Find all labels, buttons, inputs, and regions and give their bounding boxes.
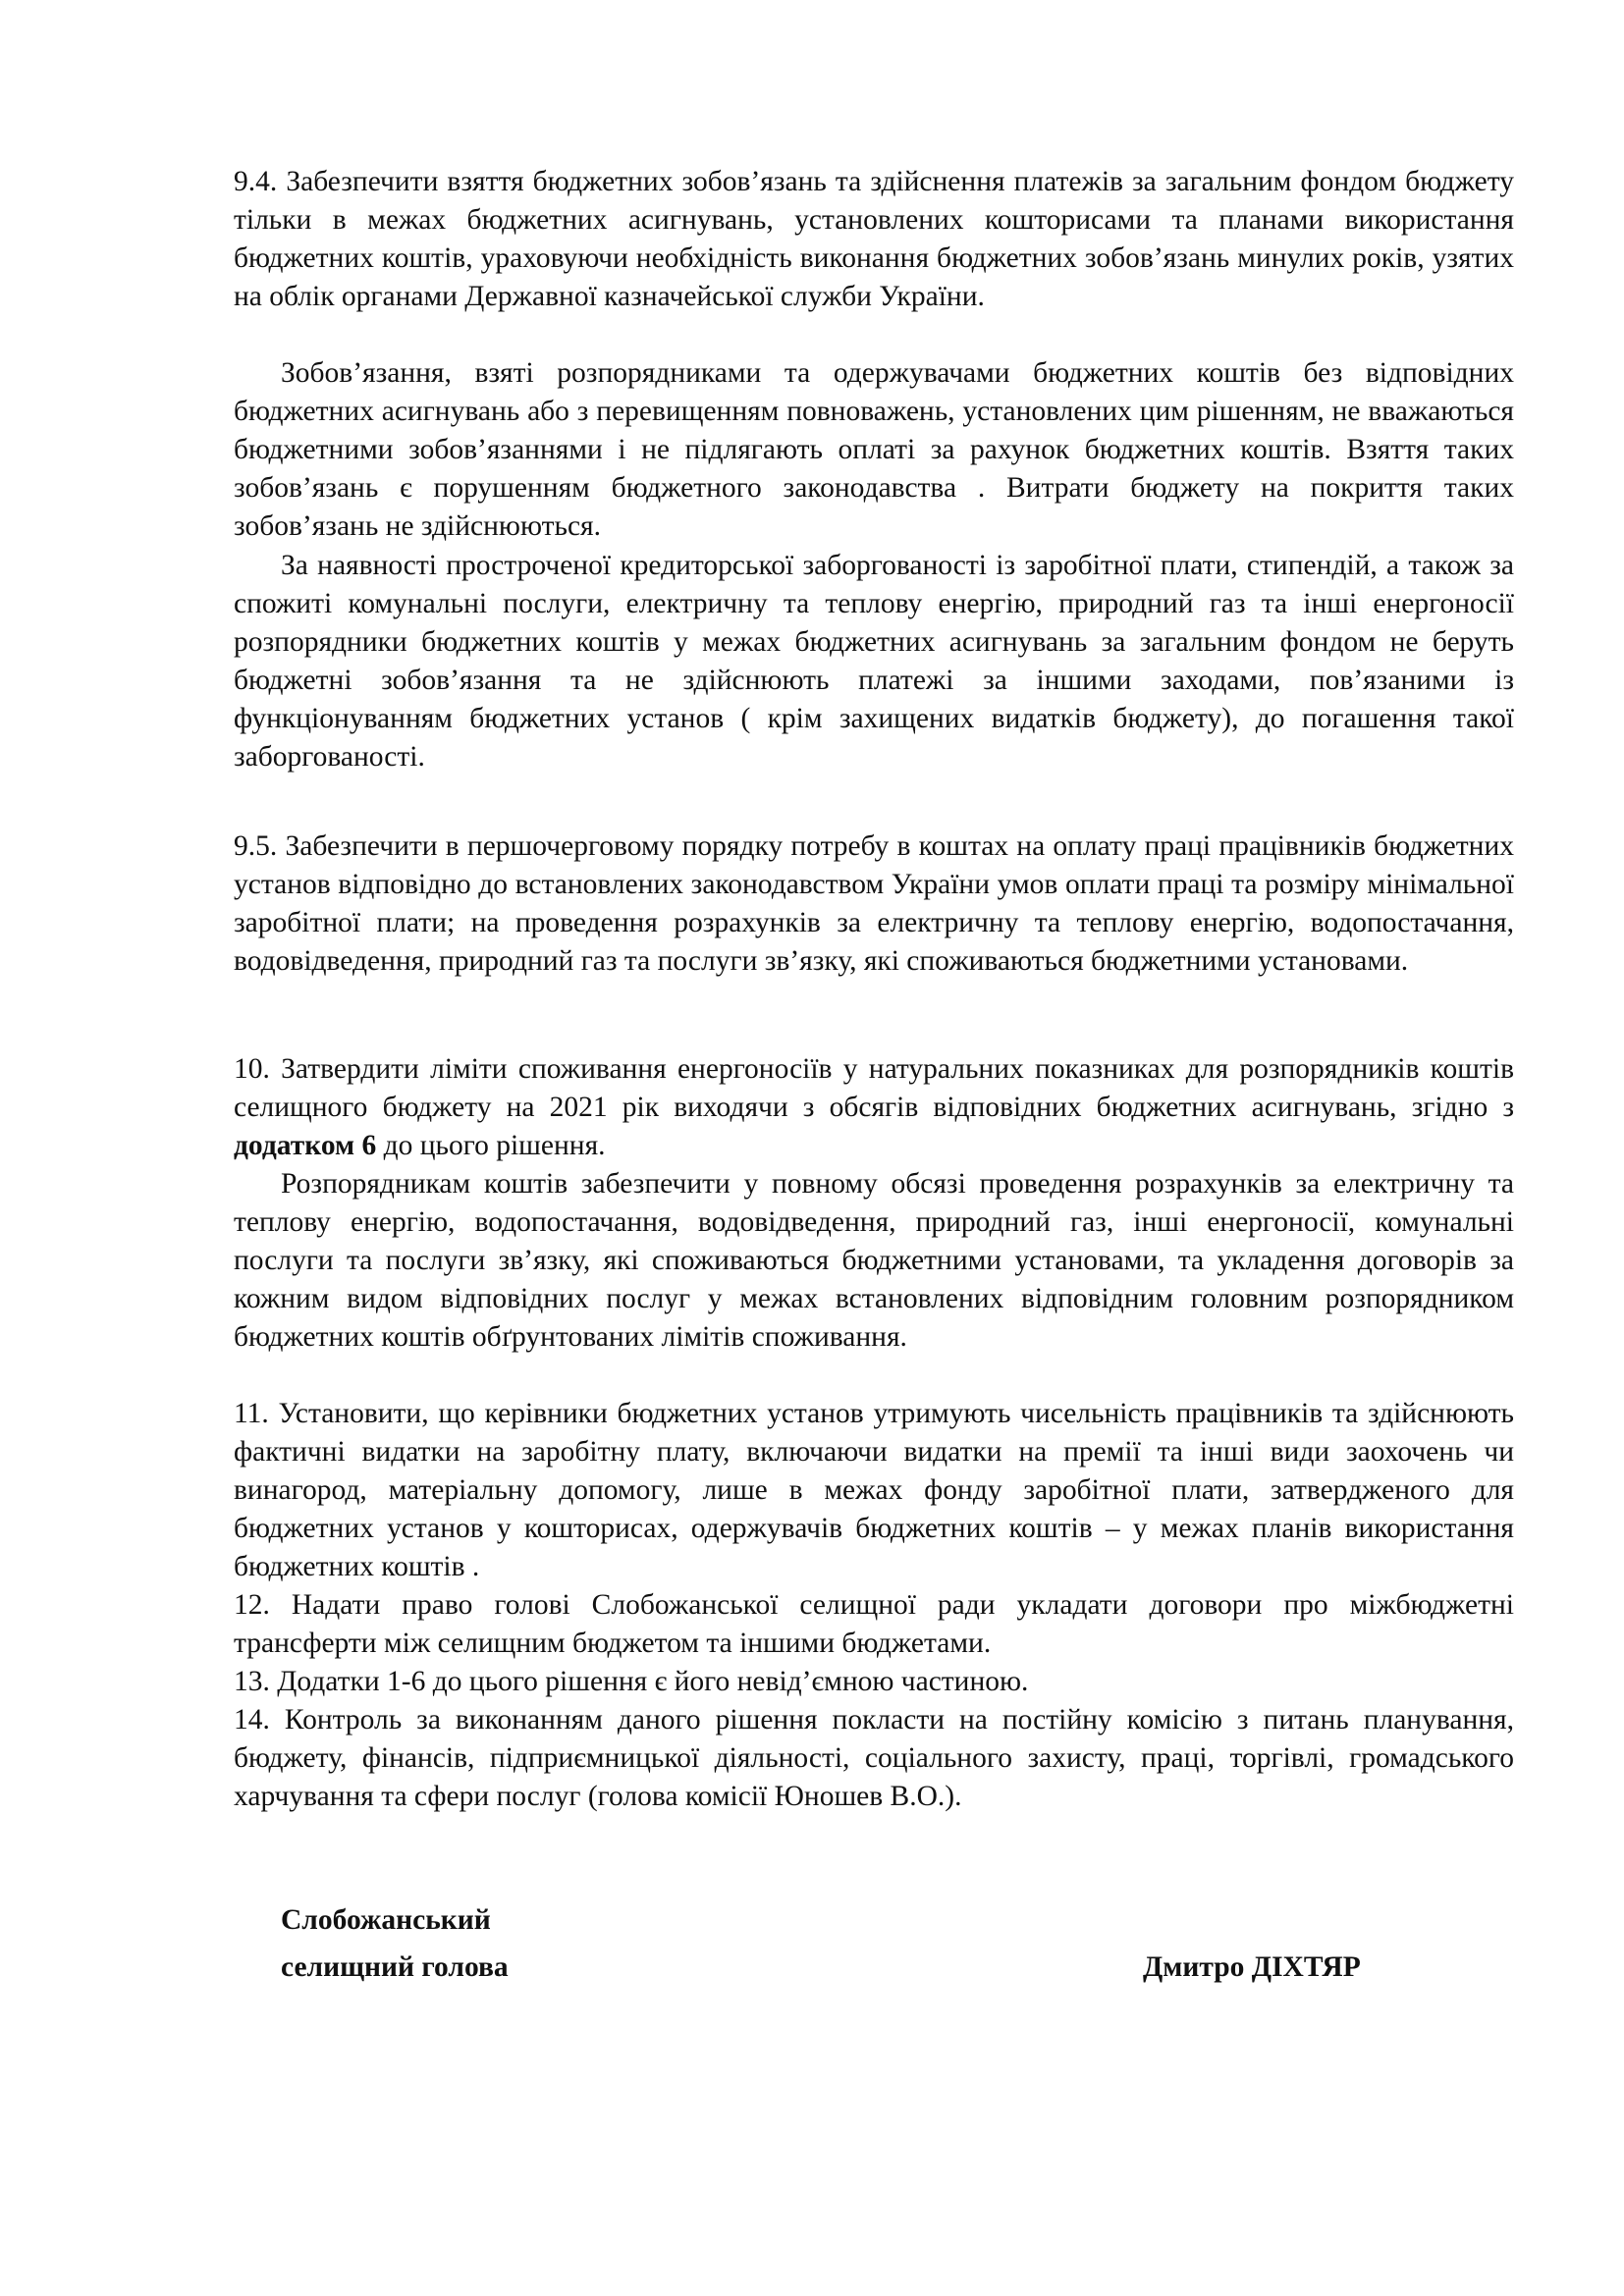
signature-title-line2: селищний голова <box>281 1951 509 1983</box>
signature-title-line1: Слобожанський <box>281 1904 491 1936</box>
paragraph-10-managers: Розпорядникам коштів забезпечити у повному обсязі проведення розрахунків за електричну та теплову енергію, водопостачання, водовідведення, природний газ, інші енергоносії, комунальні послуги та послуги зв’язку, які споживаються бюджетними установами, та укладення договорів за кожним видом відповідних послуг у межах встановлених відповідним головним розпорядником бюджетних коштів обґрунтованих лімітів споживання. <box>234 1168 1514 1353</box>
paragraph-14: 14. Контроль за виконанням даного рішення покласти на постійну комісію з питань планування, бюджету, фінансів, підприємницької діяльності, соціального захисту, праці, торгівлі, громадського харчування та сфери послуг (голова комісії Юношев В.О.). <box>234 1704 1514 1812</box>
paragraph-13: 13. Додатки 1-6 до цього рішення є його невід’ємною частиною. <box>234 1666 1029 1697</box>
paragraph-11: 11. Установити, що керівники бюджетних установ утримують чисельність працівників та здійснюють фактичні видатки на заробітну плату, включаючи видатки на премії та інші види заохочень чи винагород, матеріальну допомогу, лише в межах фонду заробітної плати, затвердженого для бюджетних установ у кошторисах, одержувачів бюджетних коштів – у межах планів використання бюджетних коштів . <box>234 1398 1514 1582</box>
paragraph-9-4-obligations: Зобов’язання, взяті розпорядниками та одержувачами бюджетних коштів без відповідних бюджетних асигнувань або з перевищенням повноважень, установлених цим рішенням, не вважаються бюджетними зобов’язаннями і не підлягають оплаті за рахунок бюджетних коштів. Взяття таких зобов’язань є порушенням бюджетного законодавства . Витрати бюджету на покриття таких зобов’язань не здійснюються. <box>234 357 1514 542</box>
paragraph-9-4: 9.4. Забезпечити взяття бюджетних зобов’язань та здійснення платежів за загальним фондом бюджету тільки в межах бюджетних асигнувань, установлених кошторисами та планами використання бюджетних коштів, ураховуючи необхідність виконання бюджетних зобов’язань минулих років, узятих на облік органами Державної казначейської служби України. <box>234 166 1514 312</box>
paragraph-10 <box>234 1050 1514 1165</box>
paragraph-10-text: 10. Затвердити ліміти споживання енергоносіїв у натуральних показниках для розпорядників коштів селищного бюджету на 2021 рік виходячи з обсягів відповідних бюджетних асигнувань, згідно з <box>234 1053 1514 1123</box>
paragraph-9-5: 9.5. Забезпечити в першочерговому порядку потребу в коштах на оплату праці працівників бюджетних установ відповідно до встановлених законодавством України умов оплати праці та розміру мінімальної заробітної плати; на проведення розрахунків за електричну та теплову енергію, водопостачання, водовідведення, природний газ та послуги зв’язку, які споживаються бюджетними установами. <box>234 830 1514 977</box>
paragraph-10-end: до цього рішення. <box>376 1130 606 1161</box>
signature-name: Дмитро ДІХТЯР <box>1143 1951 1361 1983</box>
paragraph-9-4-arrears: За наявності простроченої кредиторської заборгованості із заробітної плати, стипендій, а також за спожиті комунальні послуги, електричну та теплову енергію, природний газ та інші енергоносії розпорядники бюджетних коштів у межах бюджетних асигнувань за загальним фондом не беруть бюджетні зобов’язання та не здійснюють платежі за іншими заходами, пов’язаними із функціонуванням бюджетних установ ( крім захищених видатків бюджету), до погашення такої заборгованості. <box>234 550 1514 773</box>
paragraph-12: 12. Надати право голові Слобожанської селищної ради укладати договори про міжбюджетні трансферти між селищним бюджетом та іншими бюджетами. <box>234 1589 1514 1659</box>
appendix-6-reference: додатком 6 <box>234 1130 377 1161</box>
